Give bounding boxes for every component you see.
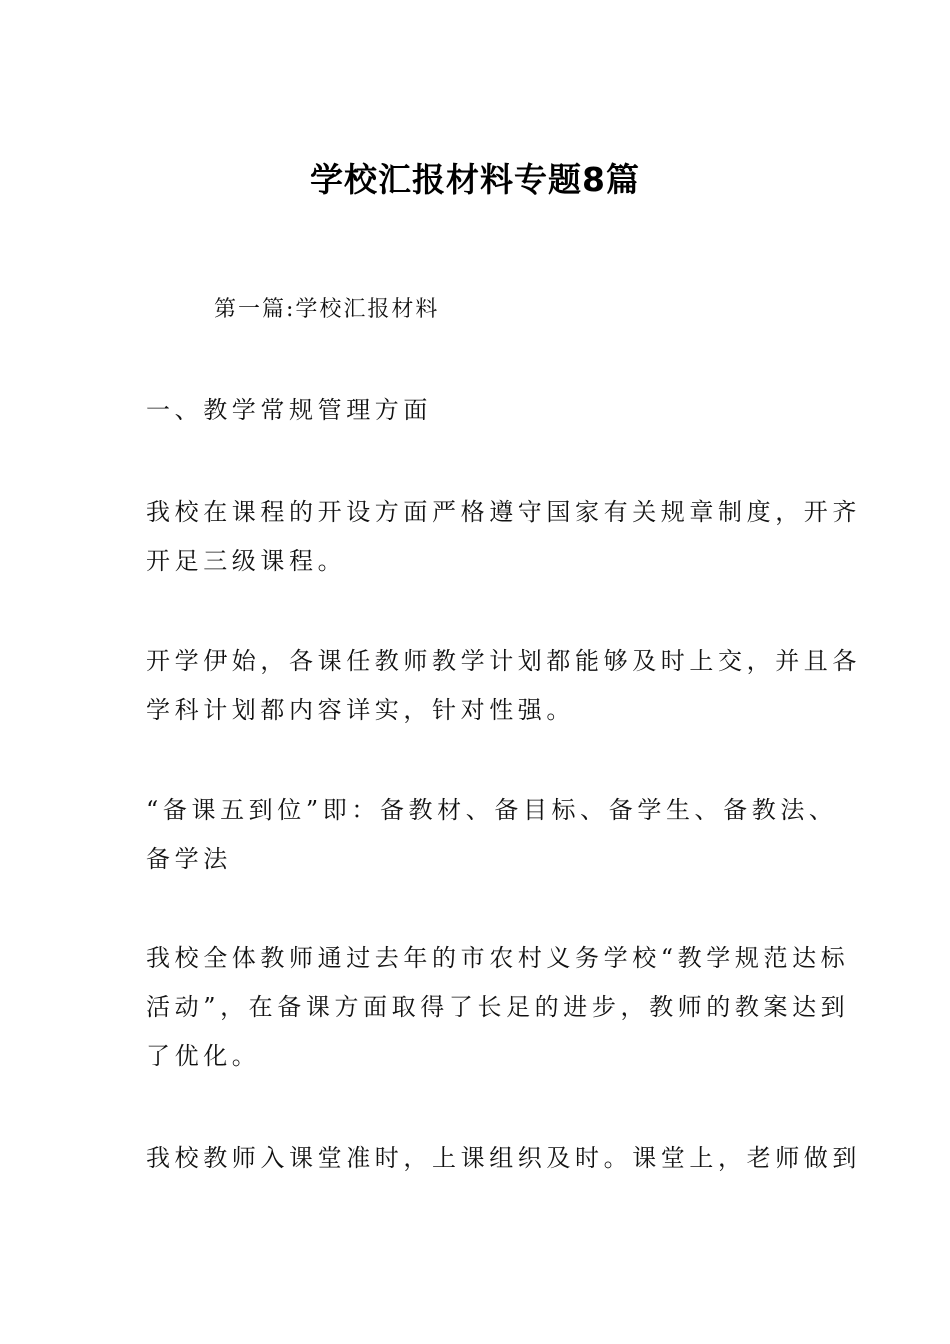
paragraph-line: “备课五到位”即：备教材、备目标、备学生、备教法、 bbox=[146, 796, 838, 824]
paragraph-2 bbox=[146, 637, 861, 735]
paragraph-line: 我校全体教师通过去年的市农村义务学校“教学规范达标 bbox=[146, 944, 850, 972]
document-subtitle: 第一篇:学校汇报材料 bbox=[214, 297, 440, 322]
paragraph-line: 了优化。 bbox=[146, 1042, 261, 1070]
section-heading-text: 一、教学常规管理方面 bbox=[146, 396, 432, 424]
paragraph-line: 备学法 bbox=[146, 845, 232, 873]
paragraph-line: 开学伊始，各课任教师教学计划都能够及时上交，并且各 bbox=[146, 647, 861, 675]
paragraph-line: 学科计划都内容详实，针对性强。 bbox=[146, 696, 575, 724]
section-heading bbox=[146, 386, 810, 435]
paragraph-line: 我校在课程的开设方面严格遵守国家有关规章制度，开齐 bbox=[146, 498, 861, 526]
paragraph-line: 开足三级课程。 bbox=[146, 547, 347, 575]
paragraph-1 bbox=[146, 488, 861, 586]
paragraph-5 bbox=[146, 1134, 861, 1183]
paragraph-3 bbox=[146, 786, 838, 884]
paragraph-4 bbox=[146, 934, 850, 1081]
paragraph-line: 我校教师入课堂准时，上课组织及时。课堂上，老师做到 bbox=[146, 1144, 861, 1172]
document-title: 学校汇报材料专题8篇 bbox=[310, 160, 640, 199]
paragraph-line: 活动”，在备课方面取得了长足的进步，教师的教案达到 bbox=[146, 993, 850, 1021]
